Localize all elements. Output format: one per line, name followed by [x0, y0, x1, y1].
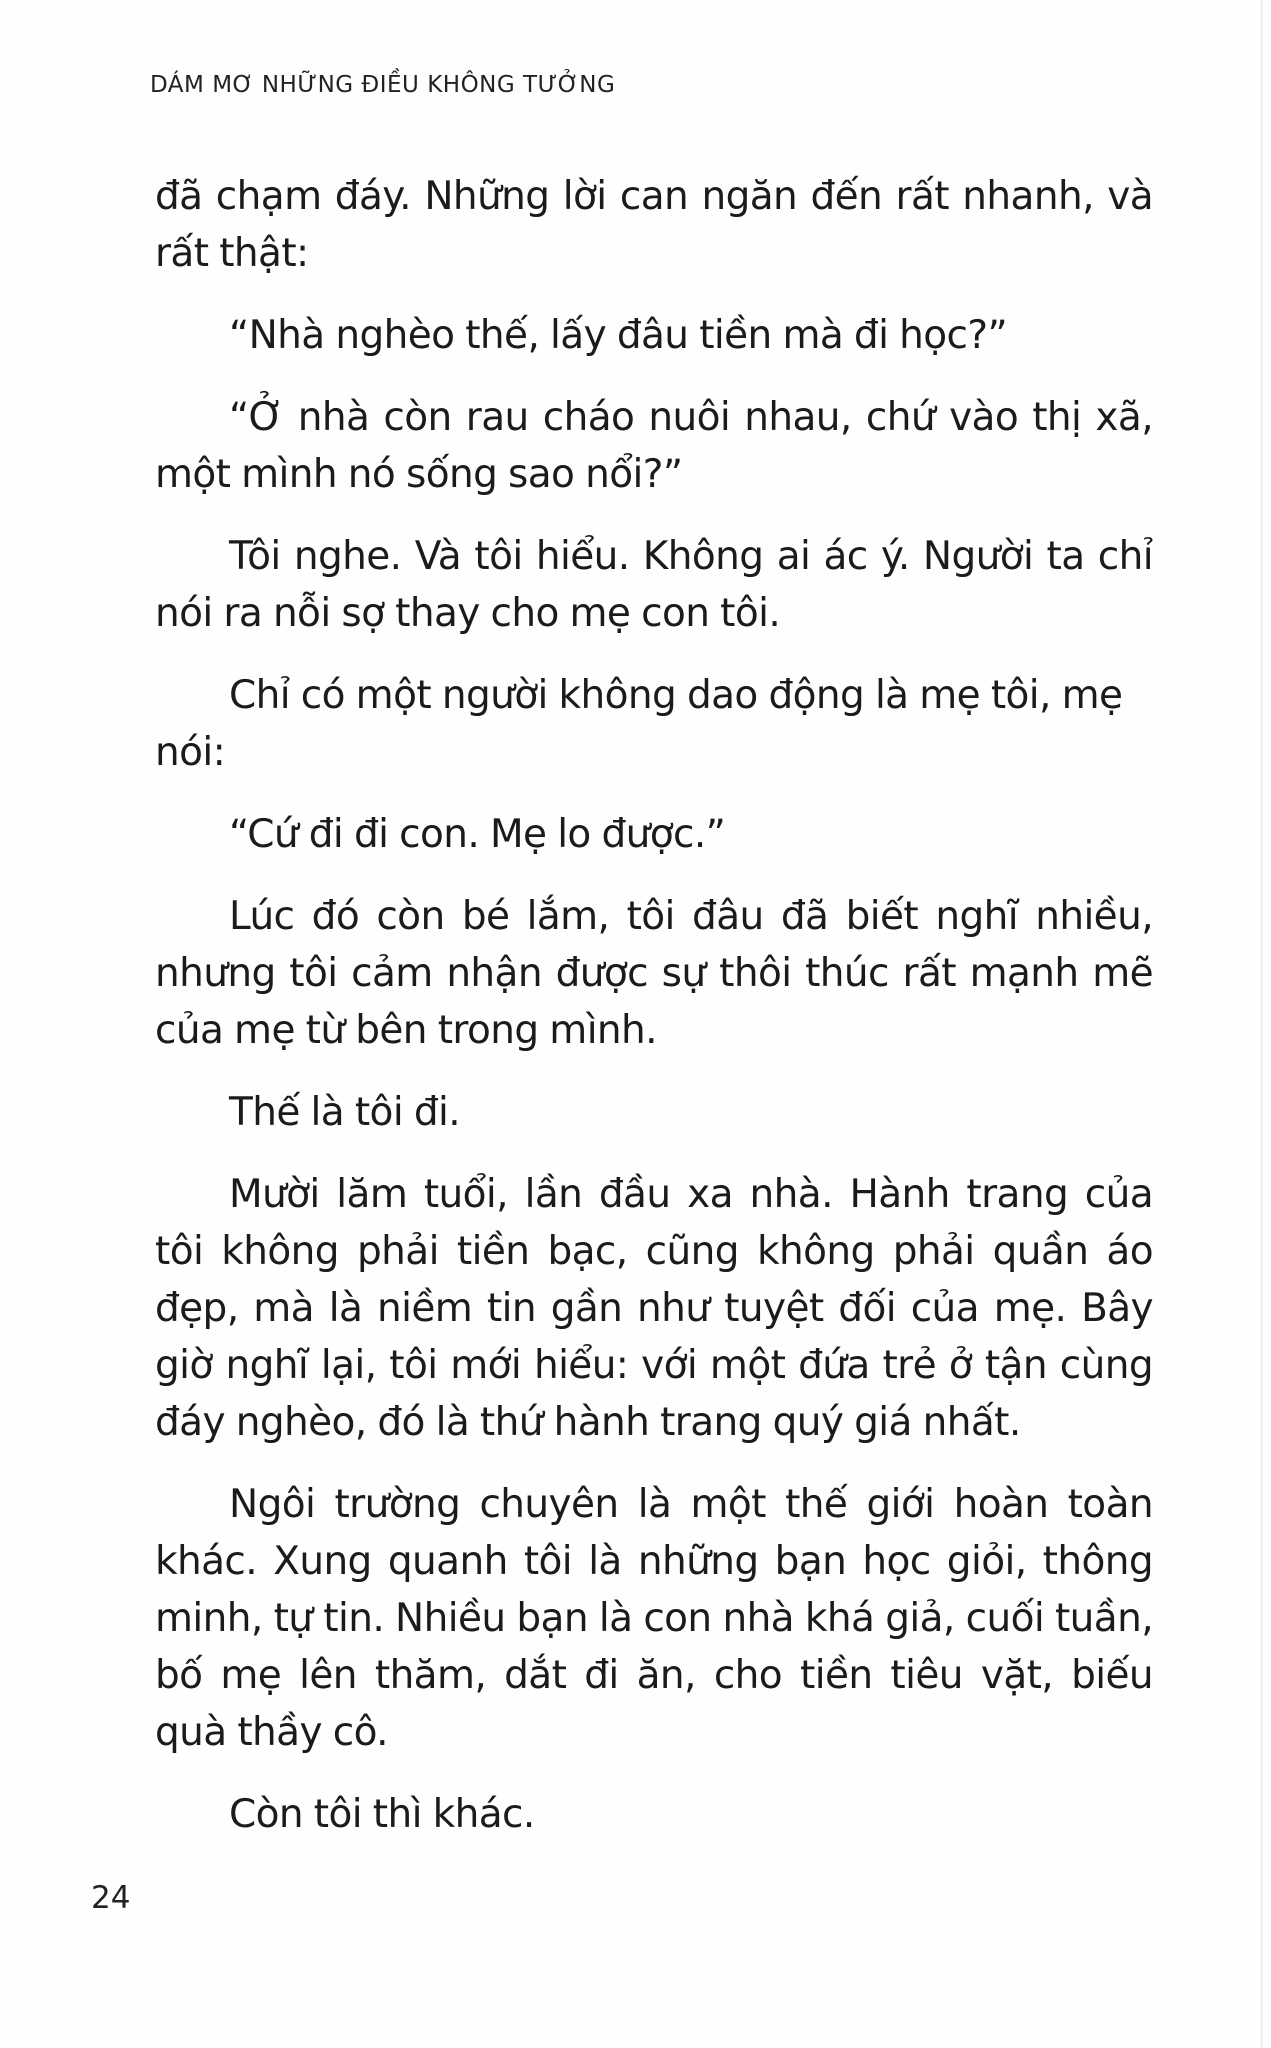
- paragraph-went: Thế là tôi đi.: [229, 1090, 461, 1135]
- paragraph-quote-1: “Nhà nghèo thế, lấy đâu tiền mà đi học?”: [229, 313, 1008, 358]
- paragraph-school: Ngôi trường chuyên là một thế giới hoàn toàn khác. Xung quanh tôi là những bạn học giỏi, thông minh, tự tin. Nhiều bạn là con nhà khá giả, cuối tuần, bố mẹ lên thăm, dắt đi ăn, cho tiền tiêu vặt, biếu quà thầy cô.: [155, 1482, 1153, 1755]
- paragraph-quote-2: “Ở nhà còn rau cháo nuôi nhau, chứ vào thị xã, một mình nó sống sao nổi?”: [155, 395, 1153, 497]
- body-text: [155, 168, 1153, 1868]
- paragraph-fifteen: Mười lăm tuổi, lần đầu xa nhà. Hành trang của tôi không phải tiền bạc, cũng không phải quần áo đẹp, mà là niềm tin gần như tuyệt đối của mẹ. Bây giờ nghĩ lại, tôi mới hiểu: với một đứa trẻ ở tận cùng đáy nghèo, đó là thứ hành trang quý giá nhất.: [155, 1172, 1153, 1445]
- paragraph-quote-3: “Cứ đi đi con. Mẹ lo được.”: [229, 812, 726, 857]
- paragraph-different: Còn tôi thì khác.: [229, 1792, 535, 1837]
- page-number: 24: [91, 1880, 131, 1916]
- paragraph-listen: Tôi nghe. Và tôi hiểu. Không ai ác ý. Người ta chỉ nói ra nỗi sợ thay cho mẹ con tôi.: [155, 534, 1153, 636]
- paragraph-young: Lúc đó còn bé lắm, tôi đâu đã biết nghĩ nhiều, nhưng tôi cảm nhận được sự thôi thúc rất mạnh mẽ của mẹ từ bên trong mình.: [155, 894, 1153, 1053]
- paragraph-mother: Chỉ có một người không dao động là mẹ tôi, mẹ nói:: [155, 673, 1123, 775]
- paragraph-continuation: đã chạm đáy. Những lời can ngăn đến rất nhanh, và rất thật:: [155, 174, 1153, 276]
- running-header: DÁM MƠ NHỮNG ĐIỀU KHÔNG TƯỞNG: [150, 72, 616, 98]
- page-edge-shadow: [1259, 0, 1263, 2048]
